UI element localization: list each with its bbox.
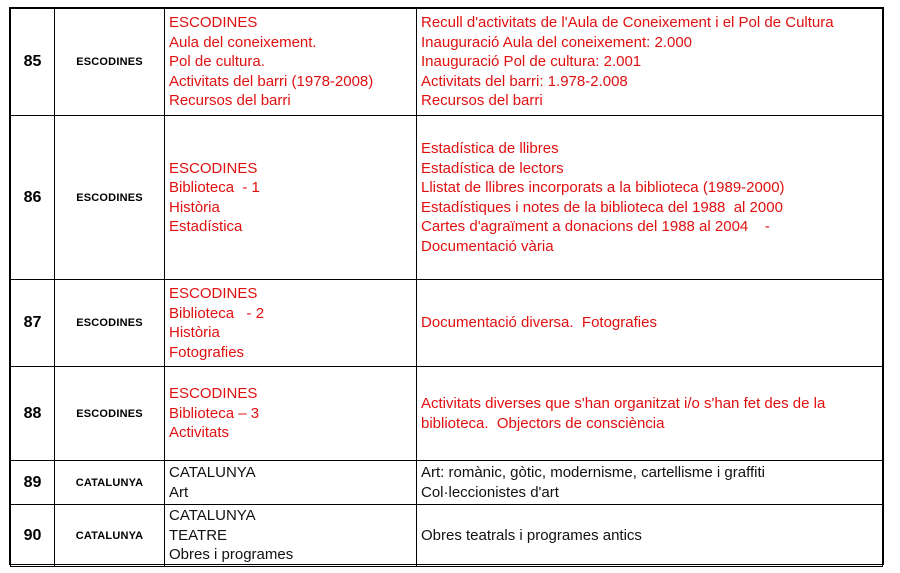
title-line: CATALUNYA [169, 464, 256, 481]
box-description [417, 367, 883, 461]
location-label: ESCODINES [55, 367, 165, 461]
description-line: Inauguració Aula del coneixement: 2.000 [421, 33, 693, 51]
title-line: Història [169, 324, 220, 341]
title-line: Obres i programes [169, 546, 294, 564]
box-title [165, 367, 417, 461]
title-line: Història [169, 198, 220, 216]
title-line: TEATRE [169, 526, 228, 544]
table-row [11, 367, 883, 461]
title-line: ESCODINES [169, 14, 258, 32]
box-description [417, 505, 883, 567]
title-line: ESCODINES [169, 285, 258, 302]
box-description [417, 280, 883, 367]
box-number: 88 [11, 367, 55, 461]
description-line: Documentació vària [421, 237, 554, 255]
box-number: 85 [11, 9, 55, 116]
location-label: CATALUNYA [55, 461, 165, 505]
location-label: CATALUNYA [55, 505, 165, 567]
title-line: Activitats del barri (1978-2008) [169, 72, 374, 90]
location-label: ESCODINES [55, 280, 165, 367]
title-line: ESCODINES [169, 385, 258, 403]
box-title [165, 280, 417, 367]
description-line: Estadístiques i notes de la biblioteca del 1988 al 2000 [421, 198, 783, 216]
box-description [417, 9, 883, 116]
box-title [165, 9, 417, 116]
description-line: Obres teatrals i programes antics [421, 526, 642, 544]
description-line: Recull d'activitats de l'Aula de Coneixement i el Pol de Cultura [421, 14, 834, 32]
box-number: 87 [11, 280, 55, 367]
title-line: Estadística [169, 218, 243, 235]
title-line: Biblioteca – 3 [169, 404, 260, 422]
title-line: Fotografies [169, 343, 245, 361]
description-line: Llistat de llibres incorporats a la biblioteca (1989-2000) [421, 179, 785, 196]
table-row [11, 280, 883, 367]
title-line: Aula del coneixement. [169, 33, 317, 51]
description-line: Art: romànic, gòtic, modernisme, cartellisme i graffiti [421, 464, 765, 481]
table-row [11, 9, 883, 116]
title-line: Art [169, 483, 189, 501]
description-line: Activitats del barri: 1.978-2.008 [421, 72, 628, 90]
location-label: ESCODINES [55, 9, 165, 116]
description-line: Recursos del barri [421, 92, 543, 110]
table-row [11, 116, 883, 280]
box-title [165, 116, 417, 280]
box-description [417, 461, 883, 505]
title-line: Activitats [169, 424, 230, 442]
description-line: Inauguració Pol de cultura: 2.001 [421, 53, 642, 71]
description-line: Col·leccionistes d'art [421, 483, 559, 501]
table-row [11, 505, 883, 567]
location-label: ESCODINES [55, 116, 165, 280]
title-line: ESCODINES [169, 159, 258, 177]
box-number: 86 [11, 116, 55, 280]
box-number: 90 [11, 505, 55, 567]
title-line: Pol de cultura. [169, 53, 265, 71]
description-line: Activitats diverses que s'han organitzat i/o s'han fet des de la [421, 395, 826, 412]
title-line: Biblioteca - 1 [169, 179, 260, 196]
catalog-table [10, 8, 883, 567]
title-line: Recursos del barri [169, 92, 291, 110]
table-row [11, 461, 883, 505]
box-number: 89 [11, 461, 55, 505]
description-line: Documentació diversa. Fotografies [421, 314, 657, 332]
title-line: Biblioteca - 2 [169, 304, 265, 322]
box-title [165, 461, 417, 505]
description-line: Cartes d'agraïment a donacions del 1988 al 2004 - [421, 218, 770, 235]
box-title [165, 505, 417, 567]
catalog-sheet [9, 7, 884, 565]
box-description [417, 116, 883, 280]
description-line: Estadística de llibres [421, 140, 559, 157]
description-line: biblioteca. Objectors de consciència [421, 414, 665, 432]
title-line: CATALUNYA [169, 507, 256, 525]
description-line: Estadística de lectors [421, 159, 564, 177]
